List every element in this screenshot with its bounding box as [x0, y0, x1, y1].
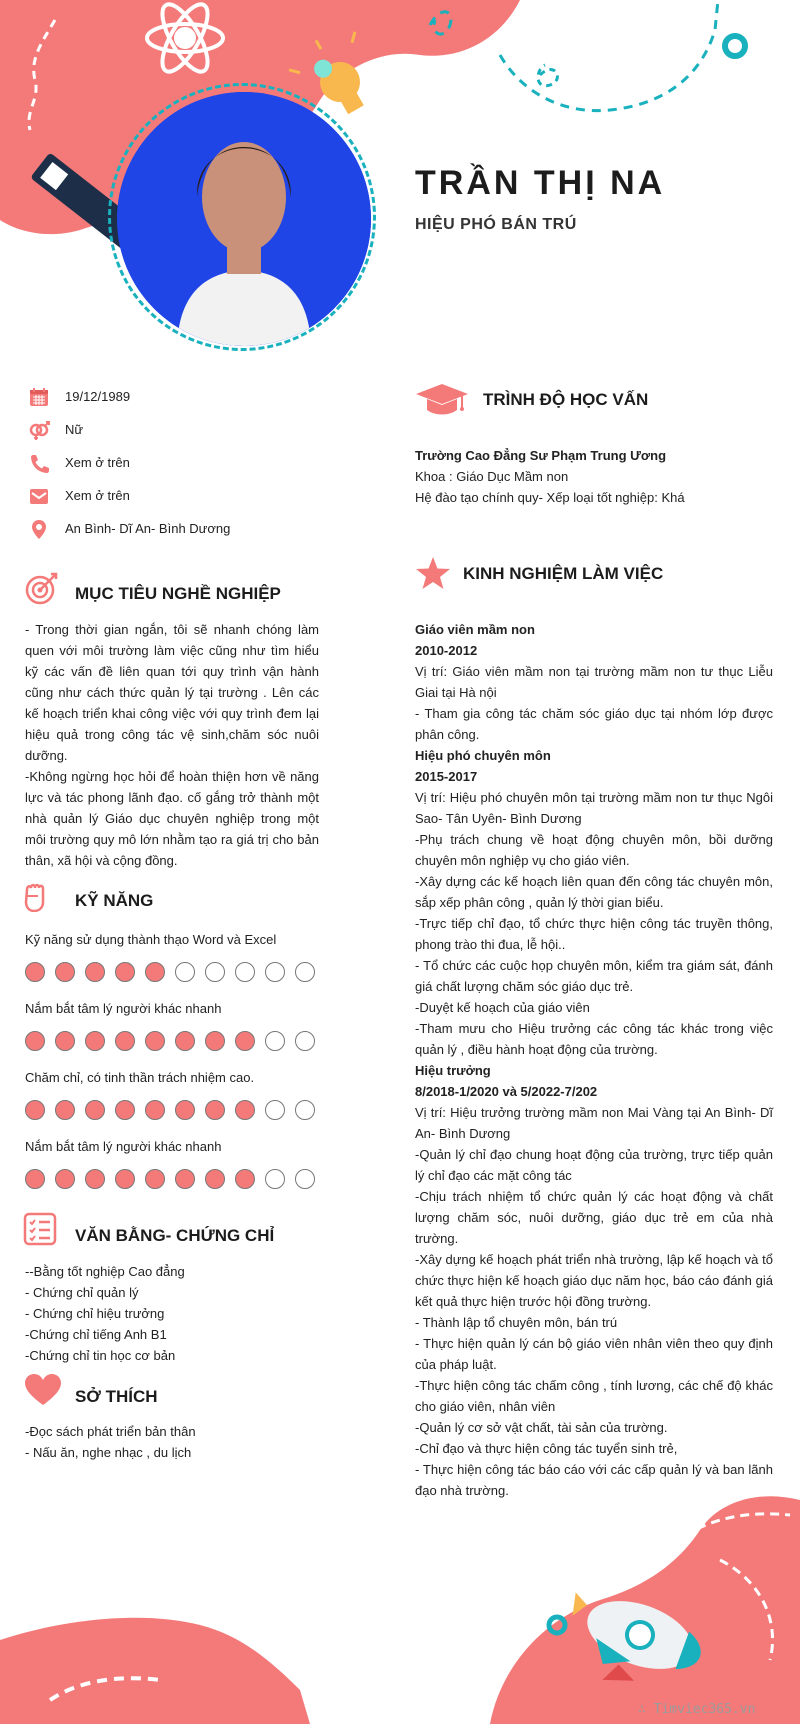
rating-dot-filled: [85, 1169, 105, 1189]
contact-gender: Nữ: [65, 422, 84, 437]
certificate-item: --Bằng tốt nghiệp Cao đẳng: [25, 1264, 185, 1279]
rating-dot-filled: [55, 962, 75, 982]
heart-icon: [24, 1373, 62, 1407]
contact-address: An Bình- Dĩ An- Bình Dương: [65, 521, 231, 536]
job-detail: - Tổ chức các cuộc họp chuyên môn, kiểm tra giám sát, đánh giá chất lượng chăm sóc giáo dục trẻ.: [415, 958, 773, 994]
rating-dot-empty: [265, 1031, 285, 1051]
fist-icon: [22, 880, 48, 912]
skill-label: Nắm bắt tâm lý người khác nhanh: [25, 1001, 222, 1016]
job-detail: - Thực hiện công tác báo cáo với các cấp quản lý và ban lãnh đạo nhà trường.: [415, 1462, 773, 1498]
job-detail: -Chịu trách nhiệm tổ chức quản lý các hoạt động và chất lượng chăm sóc, nuôi dưỡng, giáo dục trẻ em của nhà trường.: [415, 1189, 773, 1246]
education-faculty: Khoa : Giáo Dục Mầm non: [415, 469, 569, 484]
contact-email: Xem ở trên: [65, 488, 130, 503]
photo-dashed-ring: [108, 83, 376, 351]
checklist-icon: [23, 1212, 57, 1246]
rating-dot-empty: [175, 962, 195, 982]
education-title: TRÌNH ĐỘ HỌC VẤN: [483, 390, 649, 409]
job-detail: -Xây dựng các kế hoạch liên quan đến công tác chuyên môn, sắp xếp phân công , quản lý thời gian biểu.: [415, 874, 773, 910]
target-icon: [24, 570, 60, 606]
rating-dot-filled: [235, 1169, 255, 1189]
bottom-left-blob: [0, 1618, 310, 1724]
gender-icon: [28, 419, 50, 441]
calendar-icon: [28, 386, 50, 408]
contact-row-phone: [28, 450, 348, 483]
objective-paragraph-2: -Không ngừng học hỏi để hoàn thiện hơn về năng lực và tác phong lãnh đạo. cố gắng trở thành một nhà quản lý Giáo dục chuyên nghiệp trong một môi trường quy mô lớn nhằm tạo ra giá trị cho bản thân, xã hội và cộng đồng.: [25, 769, 319, 868]
job-detail: - Tham gia công tác chăm sóc giáo dục tại nhóm lớp được phân công.: [415, 706, 773, 742]
location-icon: [28, 518, 50, 540]
job-detail: -Tham mưu cho Hiệu trưởng các công tác khác trong việc quản lý , điều hành hoạt động của trường.: [415, 1021, 773, 1057]
rating-dot-filled: [55, 1031, 75, 1051]
rating-dot-filled: [115, 1031, 135, 1051]
rating-dot-filled: [25, 1100, 45, 1120]
contact-row-location: [28, 516, 348, 549]
job-detail: -Chỉ đạo và thực hiện công tác tuyển sinh trẻ,: [415, 1441, 678, 1456]
rating-dot-filled: [25, 1031, 45, 1051]
rating-dot-empty: [295, 1031, 315, 1051]
graduation-cap-icon: [415, 382, 469, 418]
rating-dot-filled: [235, 1031, 255, 1051]
rating-dot-empty: [295, 1169, 315, 1189]
hobbies-title: SỞ THÍCH: [75, 1387, 158, 1406]
rating-dot-empty: [205, 962, 225, 982]
rating-dot-empty: [295, 962, 315, 982]
job-detail: Vị trí: Hiệu phó chuyên môn tại trường mầm non tư thục Ngôi Sao- Tân Uyên- Bình Dương: [415, 790, 773, 826]
job-detail: -Quản lý chỉ đạo chung hoạt động của trường, trực tiếp quản lý chỉ đạo các mặt công tác: [415, 1147, 773, 1183]
contact-row-email: [28, 483, 348, 516]
rating-dot-filled: [145, 1100, 165, 1120]
rating-dot-filled: [25, 962, 45, 982]
job-detail: -Trực tiếp chỉ đạo, tổ chức thực hiện công tác truyền thông, phong trào thi đua, lễ hội..: [415, 916, 773, 952]
rating-dot-filled: [205, 1169, 225, 1189]
job-detail: -Duyệt kế hoạch của giáo viên: [415, 1000, 590, 1015]
education-school: Trường Cao Đẳng Sư Phạm Trung Ương: [415, 448, 667, 463]
rating-dot-filled: [85, 1100, 105, 1120]
rating-dot-filled: [175, 1169, 195, 1189]
contact-phone: Xem ở trên: [65, 455, 130, 470]
skill-label: Kỹ năng sử dụng thành thạo Word và Excel: [25, 932, 277, 947]
job-period: 2010-2012: [415, 643, 478, 658]
certificates-title: VĂN BẰNG- CHỨNG CHỈ: [75, 1226, 275, 1245]
job-detail: Vị trí: Hiệu trưởng trường mầm non Mai Vàng tại An Bình- Dĩ An- Bình Dương: [415, 1105, 773, 1141]
rating-dot-empty: [295, 1100, 315, 1120]
email-icon: [28, 485, 50, 507]
certificate-item: -Chứng chỉ tin học cơ bản: [25, 1348, 176, 1363]
skill-item: [25, 1136, 325, 1205]
rating-dot-filled: [25, 1169, 45, 1189]
certificates-list: [25, 1261, 185, 1366]
objective-paragraph-1: - Trong thời gian ngắn, tôi sẽ nhanh chóng làm quen với môi trường làm việc cũng như tìm hiểu kỹ các vấn đề liên quan tới quy trình vận hành cũng như cách thức quản lý tại trường . Lên các kế hoạch triển khai công việc với quy trình đem lại hiệu quả trong công tác vệ sinh,chăm sóc nuôi dưỡng.: [25, 622, 319, 763]
objective-title: MỤC TIÊU NGHỀ NGHIỆP: [75, 584, 281, 603]
skill-label: Chăm chỉ, có tinh thần trách nhiệm cao.: [25, 1070, 255, 1085]
job-period: 8/2018-1/2020 và 5/2022-7/202: [415, 1084, 598, 1099]
teal-ring: [725, 36, 745, 56]
job-detail: -Phụ trách chung về hoạt động chuyên môn, bồi dưỡng chuyên môn nghiệp vụ cho giáo viên.: [415, 832, 773, 868]
contact-info: [28, 384, 348, 549]
skill-label: Nắm bắt tâm lý người khác nhanh: [25, 1139, 222, 1154]
candidate-role: HIỆU PHÓ BÁN TRÚ: [415, 216, 577, 233]
rating-dot-filled: [175, 1100, 195, 1120]
contact-row-birthday: [28, 384, 348, 417]
skill-item: [25, 929, 325, 998]
rating-dot-filled: [235, 1100, 255, 1120]
rating-dot-filled: [85, 1031, 105, 1051]
rating-dot-filled: [145, 1031, 165, 1051]
skills-list: [25, 929, 325, 1205]
education-details: [415, 445, 773, 508]
contact-birthday: 19/12/1989: [65, 389, 131, 404]
objective-text: [25, 619, 319, 871]
skill-item: [25, 1067, 325, 1136]
rating-dot-filled: [205, 1100, 225, 1120]
rating-dot-filled: [55, 1169, 75, 1189]
hobbies-list: [25, 1421, 196, 1463]
job-detail: -Quản lý cơ sở vật chất, tài sản của trường.: [415, 1420, 668, 1435]
rating-dot-filled: [175, 1031, 195, 1051]
job-title: Giáo viên mầm non: [415, 622, 535, 637]
phone-icon: [28, 452, 50, 474]
experience-title: KINH NGHIỆM LÀM VIỆC: [463, 564, 664, 583]
rating-dot-filled: [145, 962, 165, 982]
rating-dot-empty: [265, 1169, 285, 1189]
skill-item: [25, 998, 325, 1067]
candidate-name: TRẦN THỊ NA: [415, 164, 666, 202]
contact-row-gender: [28, 417, 348, 450]
rating-dot-filled: [115, 1169, 135, 1189]
watermark: ∴ Timviec365.vn: [638, 1702, 756, 1717]
dashed-loop: [538, 65, 557, 86]
job-title: Hiệu phó chuyên môn: [415, 748, 551, 763]
job-detail: - Thực hiện quản lý cán bộ giáo viên nhân viên theo quy định của pháp luật.: [415, 1336, 773, 1372]
rating-dot-filled: [205, 1031, 225, 1051]
experience-list: [415, 619, 773, 1501]
job-title: Hiệu trưởng: [415, 1063, 491, 1078]
rating-dot-filled: [55, 1100, 75, 1120]
certificate-item: -Chứng chỉ tiếng Anh B1: [25, 1327, 167, 1342]
hobby-item: -Đọc sách phát triển bản thân: [25, 1424, 196, 1439]
job-detail: Vị trí: Giáo viên mầm non tại trường mầm non tư thục Liễu Giai tại Hà nội: [415, 664, 773, 700]
certificate-item: - Chứng chỉ quản lý: [25, 1285, 139, 1300]
rating-dot-filled: [115, 962, 135, 982]
rating-dot-empty: [235, 962, 255, 982]
rating-dot-filled: [145, 1169, 165, 1189]
star-icon: [415, 556, 451, 590]
hobby-item: - Nấu ăn, nghe nhạc , du lịch: [25, 1445, 192, 1460]
job-detail: - Thành lập tổ chuyên môn, bán trú: [415, 1315, 618, 1330]
rating-dot-empty: [265, 962, 285, 982]
job-detail: -Xây dựng kế hoạch phát triển nhà trường, lập kế hoạch và tổ chức thực hiện kế hoạch giáo dục năm học, báo cáo đánh giá kết quả thực hiện trước hội đồng trường.: [415, 1252, 773, 1309]
job-detail: -Thực hiện công tác chấm công , tính lương, các chế độ khác cho giáo viên, nhân viên: [415, 1378, 773, 1414]
skills-title: KỸ NĂNG: [75, 891, 154, 910]
rating-dot-filled: [85, 962, 105, 982]
rating-dot-empty: [265, 1100, 285, 1120]
rating-dot-filled: [115, 1100, 135, 1120]
education-system: Hệ đào tạo chính quy- Xếp loại tốt nghiệp: Khá: [415, 490, 685, 505]
job-period: 2015-2017: [415, 769, 478, 784]
certificate-item: - Chứng chỉ hiệu trưởng: [25, 1306, 165, 1321]
